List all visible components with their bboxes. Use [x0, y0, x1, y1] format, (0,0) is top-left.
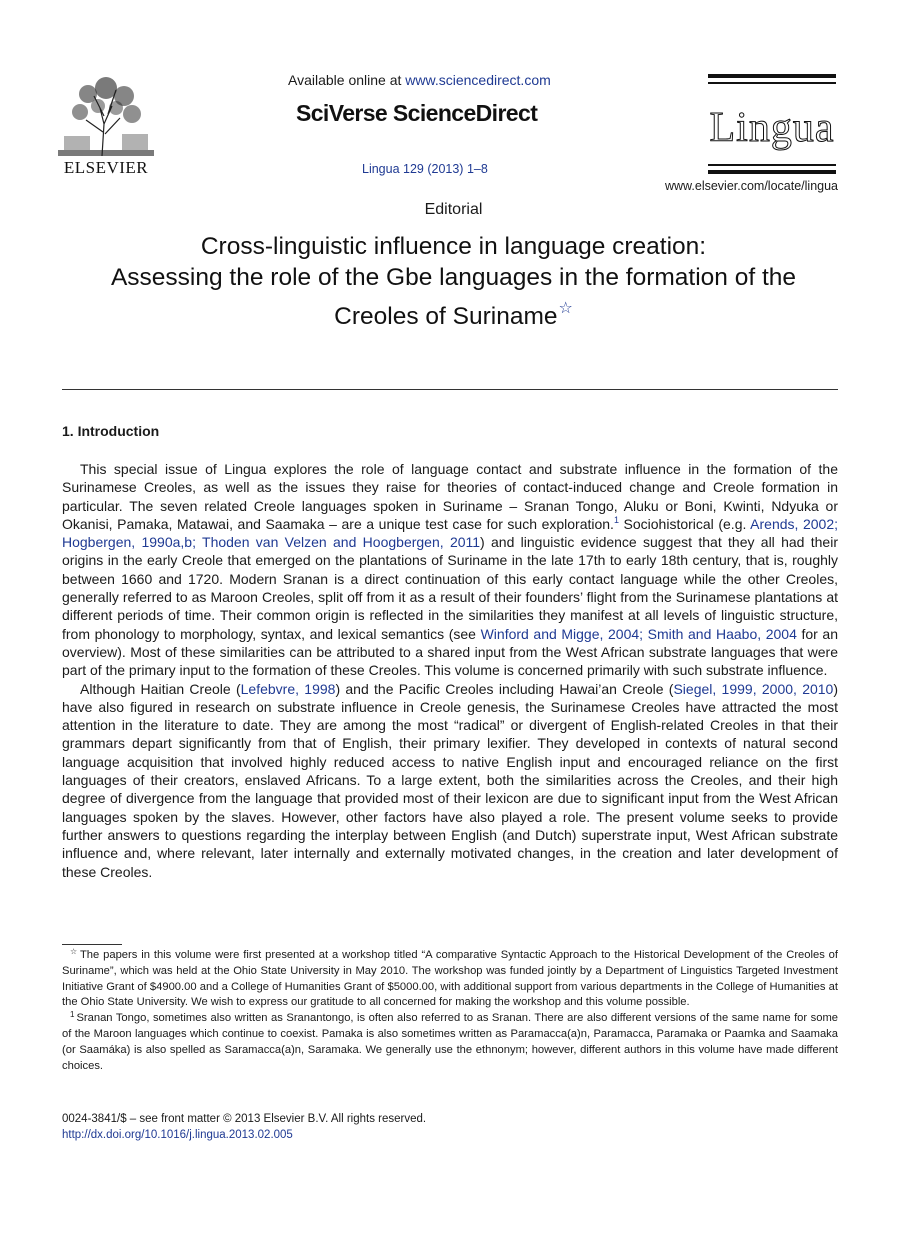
paragraph-2: Although Haitian Creole (Lefebvre, 1998) and the Pacific Creoles including Hawai’an Creole (Siegel, 1999, 2000, 2010) have also figured in research on substrate influence in Creole genesis, the Surinamese Creoles have attracted the most attention in the literature to date. They are among the most “radical” or divergent of English-related Creoles in that their grammars depart significantly from that of English, their primary lexifier. They developed in contexts of natural second language acquisition that involved highly reduced access to native English input and encouraged reliance on the first languages of their creators, enslaved Africans. To a large extent, both the similarities across the Creoles, and their high degree of divergence from the language that provided most of their lexicon are due to significant input from the West African languages spoken by the slaves. However, other factors have also played a role. The present volume seeks to provide further answers to questions regarding the interplay between English (and Dutch) superstrate input, West African substrate influence and, where relevant, later internally and externally motivated changes, in the creation and later development of these Creoles. [62, 680, 839, 880]
footnote-1-mark: 1 [70, 1010, 75, 1020]
paragraph-1: This special issue of Lingua explores the role of language contact and substrate influence in the formation of the Surinamese Creoles, as well as the issues they raise for theories of contact-induced change and Creole formation in particular. The seven related Creole languages spoken in Suriname – Sranan Tongo, Aluku or Boni, Kwinti, Ndyuka or Okanisi, Pamaka, Matawai, and Saamaka – are a unique test case for such exploration.$^1$ Sociohistorical (e.g. Arends, 2002; Hogbergen, 1990a,b; Thoden van Velzen and Hoogbergen, 2011) and linguistic evidence suggest that they all had their origins in the early Creole that emerged on the plantations of Suriname in the late 17th to early 18th century, that is, roughly between 1660 and 1720. Modern Sranan is a direct continuation of this early contact language while the other Creoles, generally referred to as Maroon Creoles, split off from it as a result of their founders’ flight from the Surinamese plantations at different periods of time. Their common origin is reflected in the similarities they manifest at all levels of linguistic structure, from phonology to morphology, syntax, and lexical semantics (see Winford and Migge, 2004; Smith and Haabo, 2004 for an overview). Most of these similarities can be attributed to a shared input from the West African substrate languages that were part of the primary input to the formation of these Creoles. This volume is concerned primarily with such substrate influence. [62, 461, 839, 679]
title-line-3: Creoles of Suriname [334, 303, 558, 330]
title-line-1: Cross-linguistic influence in language creation: [200, 233, 707, 260]
footnote-star-mark: ☆ [70, 947, 78, 956]
doi-link[interactable]: http://dx.doi.org/10.1016/j.lingua.2013.02.005 [62, 1129, 293, 1141]
logo-bar-bottom-thin [708, 164, 836, 166]
front-matter: 0024-3841/$ – see front matter © 2013 Elsevier B.V. All rights reserved. [62, 1113, 427, 1125]
footnote-1 [62, 1011, 838, 1074]
logo-bar-bottom [708, 170, 836, 174]
journal-citation[interactable]: Lingua 129 (2013) 1–8 [362, 162, 488, 176]
title-line-2: Assessing the role of the Gbe languages in the formation of the [110, 264, 797, 291]
title-divider [62, 389, 838, 390]
article-type: Editorial [424, 201, 483, 218]
footnotes [62, 948, 838, 1074]
footnote-star [62, 948, 838, 1011]
elsevier-logo [58, 74, 154, 178]
footnote-ref[interactable]: 1 [613, 514, 619, 525]
platform-logo: SciVerse ScienceDirect [296, 100, 538, 126]
footnote-star-text: The papers in this volume were first presented at a workshop titled “A comparative Syntactic Approach to the Historical Development of the Creoles of Suriname”, which was held at the Ohio State University in May 2010. The workshop was funded jointly by a Department of Linguistics Targeted Investment Initiative Grant of $4900.00 and a College of Humanities Grant of $5000.00, with additional support from various departments in the College of Humanities at the Ohio State University. We wish to express our gratitude to all concerned for making the workshop and this volume possible. [62, 949, 839, 1009]
article-body [62, 460, 838, 881]
elsevier-tree-icon [58, 74, 154, 156]
citation-link[interactable]: Lefebvre, 1998 [240, 680, 336, 697]
elsevier-wordmark: ELSEVIER [63, 158, 149, 177]
footnote-divider [62, 944, 122, 945]
citation-link[interactable]: Arends, 2002; Hogbergen, 1990a,b; Thoden van Velzen and Hoogbergen, 2011 [62, 515, 839, 551]
journal-url[interactable]: www.elsevier.com/locate/lingua [665, 179, 838, 193]
citation-link[interactable]: Siegel, 1999, 2000, 2010 [673, 680, 834, 697]
footnote-1-text: Sranan Tongo, sometimes also written as Sranantongo, is often also referred to as Sranan. There are also different versions of the same name for some of the Maroon languages which continue to coexist. Pamaka is also sometimes written as Paramacca(a)n, Paramacca, Paramaka or Paamka and Saamaka (or Saamáka) is also spelled as Saramacca(a)n, Saramaka. We generally use the ethnonym; however, different authors in this volume have made different choices. [62, 1012, 838, 1072]
journal-logo-text: Lingua [709, 105, 835, 151]
citation-link[interactable]: Winford and Migge, 2004; Smith and Haabo, 2004 [480, 625, 797, 642]
logo-bar-top-thin [708, 82, 836, 84]
article-title [60, 231, 847, 332]
availability-line [288, 72, 551, 88]
title-footnote-star[interactable]: ☆ [558, 300, 573, 317]
sciencedirect-link[interactable]: www.sciencedirect.com [405, 72, 551, 88]
logo-bar-top [708, 74, 836, 78]
journal-logo [708, 74, 836, 176]
availability-prefix: Available online at [288, 72, 406, 88]
section-heading-introduction: 1. Introduction [62, 423, 160, 439]
